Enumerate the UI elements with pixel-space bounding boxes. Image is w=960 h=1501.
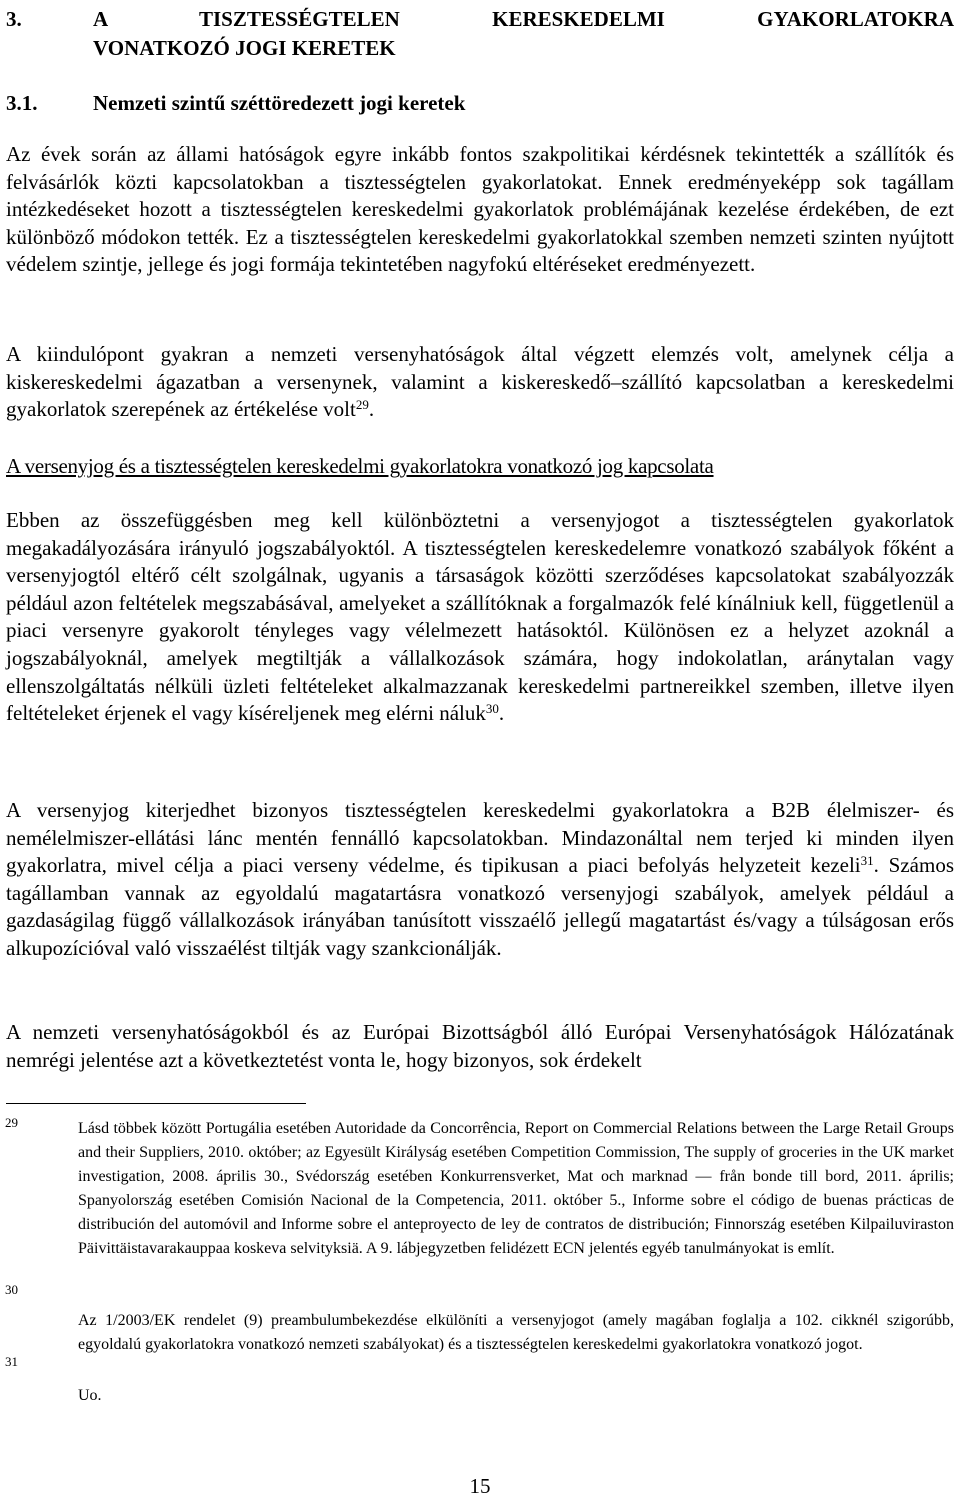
section-number: 3.1. [6, 91, 38, 115]
footnote-ref-30[interactable]: 30 [485, 701, 499, 716]
paragraph-4-text-b: . Számos tagállamban vannak az egyoldalú magatartásra vonatkozó versenyjogi szabályok, amelyek például a gazdaságilag függő vállalkozások irányában tanúsított visszaélő jellegű magatartást és/vagy a túlságosan erős alkupozícióval való visszaélést tiltják vagy szankcionálják. [6, 853, 955, 960]
paragraph-4-text-a: A versenyjog kiterjedhet bizonyos tisztességtelen kereskedelmi gyakorlatokra a B2B élelmiszer- és nemélelmiszer-ellátási lánc mentén fennálló kapcsolatokban. Mindazonáltal nem terjed ki minden ilyen gyakorlatra, mivel célja a piaci verseny védelme, és tipikusan a piaci befolyás helyzeteit kezeli [6, 798, 954, 878]
footnote-ref-31[interactable]: 31 [860, 853, 874, 869]
paragraph-1: Az évek során az állami hatóságok egyre inkább fontos szakpolitikai kérdésnek tekintették a szállítók és felvásárlók közti kapcsolatokban a tisztességtelen gyakorlatokat. Ennek eredményeképp sok tagállam intézkedéseket hozott a tisztességtelen kereskedelmi gyakorlatok problémájának kezelése érdekében, de ezt különböző módokon tették. Ez a tisztességtelen kereskedelmi gyakorlatokkal szemben nemzeti szinten nyújtott védelem szintje, jellege és jogi formája tekintetében nagyfokú eltéréseket eredményezett. [6, 142, 954, 277]
paragraph-3-text: Ebben az összefüggésben meg kell különböztetni a versenyjogot a tisztességtelen gyakorlatok megakadályozására irányuló jogszabályoktól. A tisztességtelen kereskedelemre vonatkozó szabályok főként a versenyjogtól eltérő célt szolgálnak, ugyanis a társaságok közötti szerződéses kapcsolatokat szabályozzák például azon feltételek megszabásával, amelyeket a szállítóknak a forgalmazók felé kínálniuk kell, függetlenül a piaci versenyre gyakorolt tényleges vagy vélelmezett hatásoktól. Különösen ez a helyzet azoknál a jogszabályoknál, amelyek megtiltják a vállalkozások számára, hogy indokolatlan, aránytalan vagy ellenszolgáltatás nélküli üzleti feltételeket alkalmazzanak kereskedelmi partnereikkel szemben, illetve ilyen feltételeket érjenek el vagy kíséreljenek meg elérni náluk [6, 508, 954, 726]
paragraph-3 [6, 507, 954, 728]
footnote-text-30: Az 1/2003/EK rendelet (9) preambulumbekezdése elkülöníti a versenyjogot (amely magában foglalja a 102. cikknél szigorúbb, egyoldalú gyakorlatokra vonatkozó nemzeti szabályokat) és a tisztességtelen kereskedelmi gyakorlatokra vonatkozó jogot. [78, 1312, 954, 1353]
paragraph-4 [6, 797, 954, 963]
chapter-title-line2: VONATKOZÓ JOGI KERETEK [93, 36, 396, 60]
footnote-separator [6, 1103, 306, 1104]
footnote-number-31: 31 [5, 1354, 18, 1369]
footnote-number-29: 29 [5, 1115, 18, 1130]
section-title: Nemzeti szintű széttöredezett jogi keretek [93, 91, 466, 115]
underlined-subtitle: A versenyjog és a tisztességtelen kereskedelmi gyakorlatokra vonatkozó jog kapcsolata [6, 454, 714, 478]
footnote-ref-29[interactable]: 29 [355, 397, 369, 413]
paragraph-3-end: . [498, 701, 505, 726]
footnote-number-30: 30 [5, 1282, 18, 1297]
footnote-text-29: Lásd többek között Portugália esetében Autoridade da Concorrência, Report on Commercial Relations between the Large Retail Groups and their Suppliers, 2010. október; az Egyesült Királyság esetében Competition Commission, The supply of groceries in the UK market investigation, 2008. április 30., Svédország esetében Konkurrensverket, Mat och marknad — från bonde till bord, 2011. április; Spanyolország esetében Comisión Nacional de la Competencia, 2011. október 5., Informe sobre el código de buenas prácticas de distribución del automóvil and Informe sobre el anteproyecto de ley de contratos de distribución; Finnország esetében Kilpailuviraston Päivittäistavarakauppaa koskeva selvityksiä. A 9. lábjegyzetben felidézett ECN jelentés egyéb tanulmányokat is említ. [78, 1120, 954, 1257]
paragraph-2 [6, 341, 954, 424]
paragraph-2-end: . [368, 397, 375, 422]
paragraph-5: A nemzeti versenyhatóságokból és az Európai Bizottságból álló Európai Versenyhatóságok Hálózatának nemrégi jelentése azt a következtetést vonta le, hogy bizonyos, sok érdekelt [6, 1020, 954, 1072]
chapter-number: 3. [6, 7, 22, 31]
page-number: 15 [469, 1474, 491, 1498]
chapter-title-line1: A TISZTESSÉGTELEN KERESKEDELMI GYAKORLATOKRA [93, 7, 954, 31]
footnote-text-31: Uo. [78, 1387, 102, 1404]
paragraph-2-text: A kiindulópont gyakran a nemzeti versenyhatóságok által végzett elemzés volt, amelynek célja a kiskereskedelmi ágazatban a versenynek, valamint a kiskereskedő–szállító kapcsolatban a kereskedelmi gyakorlatok szerepének az értékelése volt [6, 342, 954, 422]
